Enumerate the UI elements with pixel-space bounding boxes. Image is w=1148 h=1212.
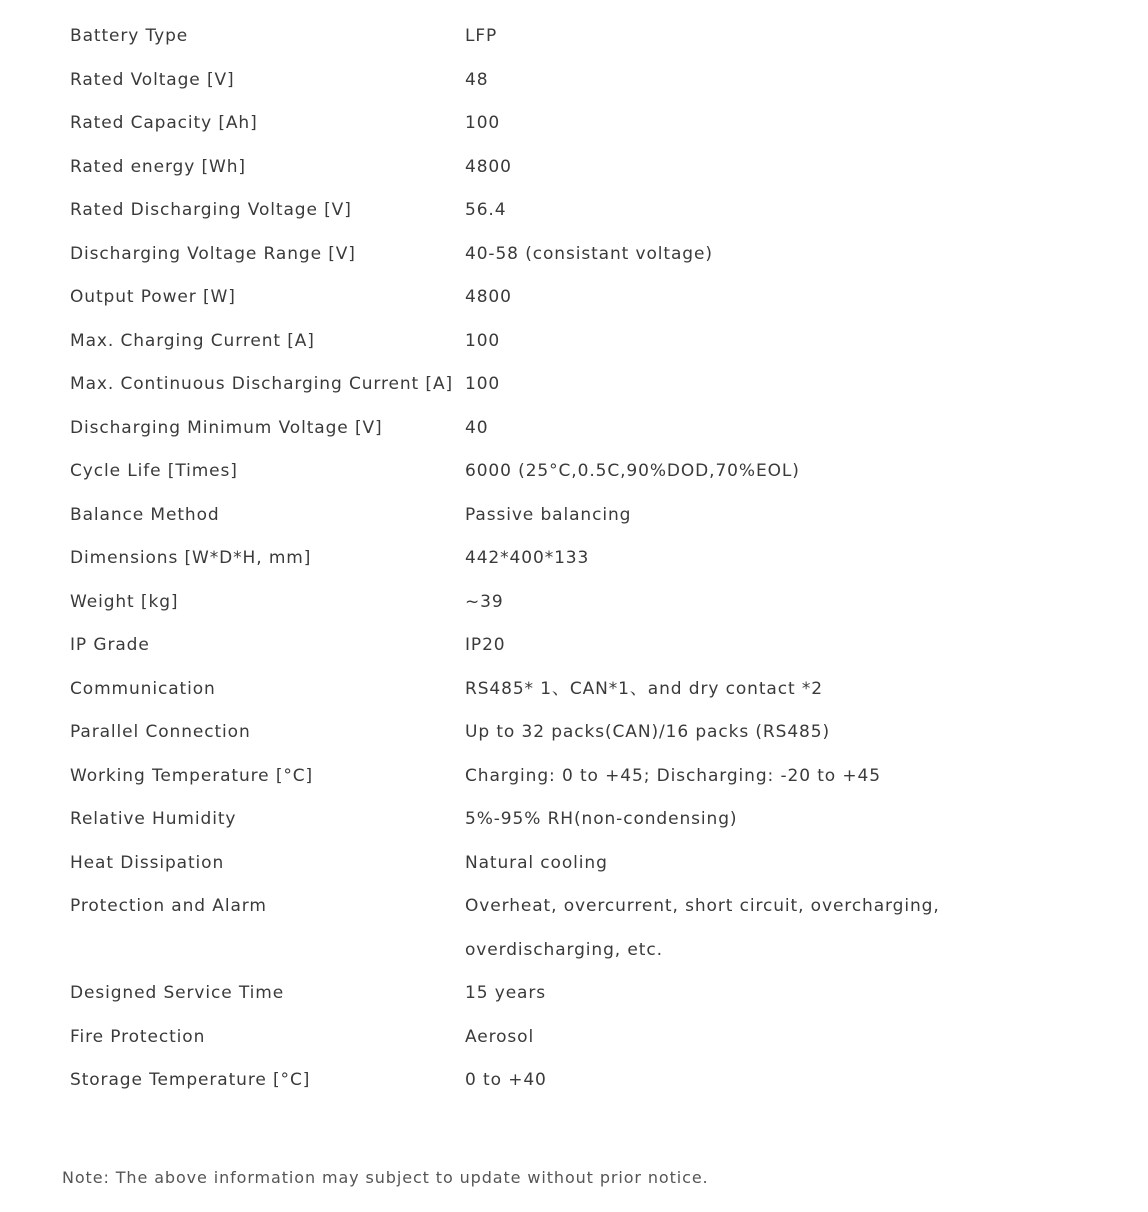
spec-row-communication (62, 668, 1102, 712)
spec-value: 4800 (465, 287, 512, 307)
spec-value: Natural cooling (465, 852, 608, 873)
spec-value: Charging: 0 to +45; Discharging: -20 to +45 (465, 765, 881, 786)
spec-value: 100 (465, 113, 501, 133)
spec-value: Overheat, overcurrent, short circuit, overcharging, overdischarging, etc. (465, 896, 940, 960)
spec-value: 5%-95% RH(non-condensing) (465, 809, 738, 829)
spec-value: 48 (465, 69, 489, 90)
spec-label: Storage Temperature [°C] (70, 1070, 311, 1090)
spec-value: 6000 (25°C,0.5C,90%DOD,70%EOL) (465, 461, 800, 481)
spec-value: RS485* 1、CAN*1、and dry contact *2 (465, 678, 823, 699)
spec-label: Cycle Life [Times] (70, 461, 238, 481)
spec-value: LFP (465, 26, 498, 46)
spec-row-discharging-voltage-range (62, 233, 1102, 277)
spec-label: Designed Service Time (70, 983, 285, 1003)
spec-value: Passive balancing (465, 504, 632, 525)
spec-label: Heat Dissipation (70, 852, 225, 873)
spec-value: 40-58 (consistant voltage) (465, 243, 713, 264)
spec-label: Rated Discharging Voltage [V] (70, 200, 352, 220)
spec-label: Battery Type (70, 26, 189, 46)
spec-label: Rated Capacity [Ah] (70, 113, 258, 133)
spec-label: Relative Humidity (70, 809, 237, 829)
spec-label: Protection and Alarm (70, 896, 267, 916)
spec-table (62, 15, 1102, 1103)
spec-row-dimensions (62, 537, 1102, 581)
footnote: Note: The above information may subject to update without prior notice. (62, 1168, 709, 1187)
spec-label: Dimensions [W*D*H, mm] (70, 548, 312, 568)
spec-label: IP Grade (70, 635, 150, 655)
spec-row-discharging-minimum-voltage (62, 407, 1102, 451)
spec-row-cycle-life (62, 450, 1102, 494)
spec-label: Output Power [W] (70, 287, 236, 307)
spec-value: Up to 32 packs(CAN)/16 packs (RS485) (465, 722, 831, 742)
spec-value: 15 years (465, 983, 547, 1003)
spec-row-max-continuous-discharging-current (62, 363, 1102, 407)
spec-value: 100 (465, 330, 501, 351)
spec-row-ip-grade (62, 624, 1102, 668)
spec-row-rated-discharging-voltage (62, 189, 1102, 233)
spec-row-balance-method (62, 494, 1102, 538)
spec-value: 4800 (465, 156, 512, 177)
spec-row-rated-energy (62, 146, 1102, 190)
spec-value: ~39 (465, 591, 504, 612)
spec-row-rated-voltage (62, 59, 1102, 103)
spec-row-relative-humidity (62, 798, 1102, 842)
spec-label: Rated energy [Wh] (70, 156, 246, 177)
spec-label: Weight [kg] (70, 591, 179, 612)
spec-label: Max. Continuous Discharging Current [A] (70, 374, 454, 394)
spec-row-max-charging-current (62, 320, 1102, 364)
spec-value: IP20 (465, 635, 506, 655)
spec-label: Discharging Voltage Range [V] (70, 243, 356, 264)
spec-row-fire-protection (62, 1016, 1102, 1060)
spec-row-protection-and-alarm (62, 885, 1102, 972)
spec-row-heat-dissipation (62, 842, 1102, 886)
spec-label: Parallel Connection (70, 722, 251, 742)
spec-label: Max. Charging Current [A] (70, 330, 315, 351)
spec-row-designed-service-time (62, 972, 1102, 1016)
spec-label: Working Temperature [°C] (70, 765, 314, 786)
spec-value: 40 (465, 417, 489, 438)
spec-row-rated-capacity (62, 102, 1102, 146)
spec-label: Rated Voltage [V] (70, 69, 235, 90)
spec-value: 56.4 (465, 200, 507, 220)
spec-row-storage-temperature (62, 1059, 1102, 1103)
spec-row-working-temperature (62, 755, 1102, 799)
spec-row-output-power (62, 276, 1102, 320)
spec-label: Communication (70, 678, 216, 699)
spec-label: Fire Protection (70, 1026, 206, 1047)
spec-value: 0 to +40 (465, 1070, 547, 1090)
spec-value: Aerosol (465, 1026, 535, 1047)
spec-row-weight (62, 581, 1102, 625)
spec-label: Balance Method (70, 504, 220, 525)
spec-label: Discharging Minimum Voltage [V] (70, 417, 383, 438)
spec-value: 100 (465, 374, 501, 394)
spec-value: 442*400*133 (465, 548, 590, 568)
spec-row-battery-type (62, 15, 1102, 59)
spec-row-parallel-connection (62, 711, 1102, 755)
